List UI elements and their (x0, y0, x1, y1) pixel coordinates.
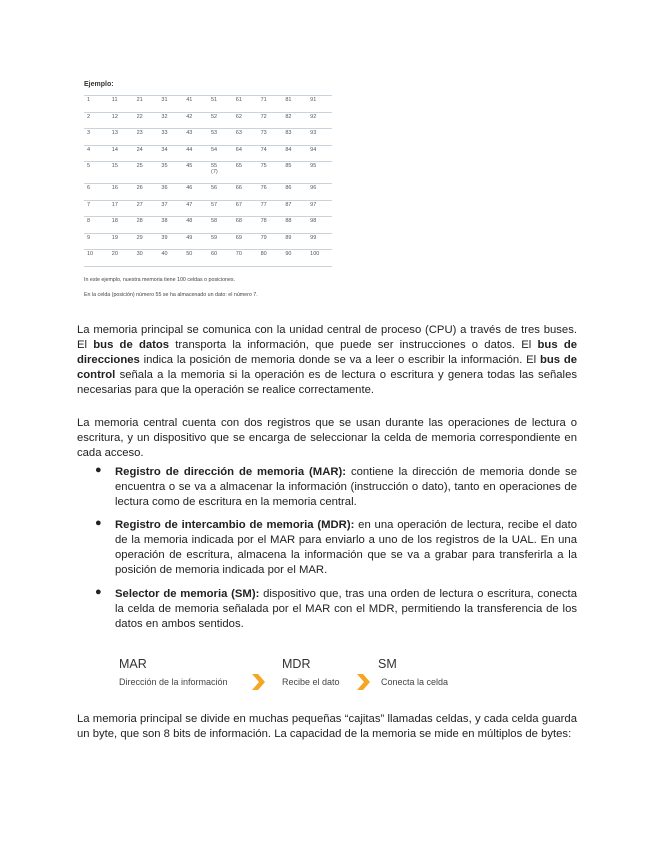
table-cell: 16 (109, 184, 134, 201)
table-cell: 90 (282, 250, 307, 267)
table-cell: 35 (158, 162, 183, 184)
table-cell: 18 (109, 217, 134, 234)
table-cell: 79 (258, 233, 283, 250)
table-cell: 65 (233, 162, 258, 184)
table-cell: 71 (258, 96, 283, 113)
paragraph-celdas: La memoria principal se divide en muchas pequeñas “cajitas” llamadas celdas, y cada celda guarda un byte, que son 8 bits de información. La capacidad de la memoria se mide en múltiplos de bytes: (77, 713, 577, 740)
table-cell: 26 (134, 184, 159, 201)
table-cell: 17 (109, 200, 134, 217)
table-cell: 32 (158, 112, 183, 129)
table-cell: 59 (208, 233, 233, 250)
table-cell: 50 (183, 250, 208, 267)
table-row (84, 184, 332, 201)
table-cell: 76 (258, 184, 283, 201)
table-cell: 22 (134, 112, 159, 129)
table-cell: 61 (233, 96, 258, 113)
table-cell: 73 (258, 129, 283, 146)
flow-sm-subtitle: Conecta la celda (381, 677, 449, 687)
table-cell: 58 (208, 217, 233, 234)
table-cell: 99 (307, 233, 332, 250)
table-cell: 42 (183, 112, 208, 129)
table-cell: 11 (109, 96, 134, 113)
table-cell: 7 (84, 200, 109, 217)
table-cell: 63 (233, 129, 258, 146)
bullet-dot: ● (95, 586, 102, 598)
table-cell: 5 (84, 162, 109, 184)
flow-sm-title: SM (378, 657, 397, 671)
table-cell: 48 (183, 217, 208, 234)
table-row (84, 233, 332, 250)
table-cell: 30 (134, 250, 159, 267)
table-cell: 8 (84, 217, 109, 234)
table-cell: 60 (208, 250, 233, 267)
term-bus-control: bus de control (77, 354, 577, 381)
table-cell: 39 (158, 233, 183, 250)
table-cell: 78 (258, 217, 283, 234)
flow-mdr-title: MDR (282, 657, 311, 671)
table-cell: 4 (84, 145, 109, 162)
table-cell: 45 (183, 162, 208, 184)
table-cell: 95 (307, 162, 332, 184)
table-cell: 91 (307, 96, 332, 113)
table-cell: 29 (134, 233, 159, 250)
flow-mdr-subtitle: Recibe el dato (282, 677, 340, 687)
table-cell: 80 (258, 250, 283, 267)
chevron-right-icon (355, 673, 371, 691)
table-cell: 54 (208, 145, 233, 162)
table-cell: 2 (84, 112, 109, 129)
bullet-dot: ● (95, 517, 102, 529)
table-cell: 3 (84, 129, 109, 146)
table-cell: 57 (208, 200, 233, 217)
table-cell: 38 (158, 217, 183, 234)
table-cell: 52 (208, 112, 233, 129)
table-cell: 9 (84, 233, 109, 250)
table-cell: 83 (282, 129, 307, 146)
table-cell: 86 (282, 184, 307, 201)
table-cell: 47 (183, 200, 208, 217)
table-cell: 97 (307, 200, 332, 217)
table-cell: 53 (208, 129, 233, 146)
table-cell: 14 (109, 145, 134, 162)
table-cell: 81 (282, 96, 307, 113)
example-label: Ejemplo: (84, 81, 114, 88)
table-row (84, 145, 332, 162)
table-cell: 67 (233, 200, 258, 217)
table-cell: 25 (134, 162, 159, 184)
table-row (84, 96, 332, 113)
bullet-sm: ● Selector de memoria (SM): dispositivo que, tras una orden de lectura o escritura, conecta la celda de memoria señalada por el MAR con el MDR, permitiendo la transferencia de los datos en ambos sentidos. (95, 586, 577, 630)
table-cell: 1 (84, 96, 109, 113)
table-cell: 98 (307, 217, 332, 234)
table-cell: 10 (84, 250, 109, 267)
bullet-mdr: ● Registro de intercambio de memoria (MDR): en una operación de lectura, recibe el dato de la memoria indicada por el MAR para enviarlo a uno de los registros de la UAL. En una operación de escritura, almacena la información que se va a grabar para transferirla a la posición de memoria indicada por el MAR. (95, 517, 577, 576)
table-cell: 28 (134, 217, 159, 234)
table-cell: 23 (134, 129, 159, 146)
flow-mar-subtitle: Dirección de la información (119, 677, 228, 687)
table-row (84, 112, 332, 129)
table-cell: 46 (183, 184, 208, 201)
table-cell: 15 (109, 162, 134, 184)
table-cell: 21 (134, 96, 159, 113)
table-cell: 72 (258, 112, 283, 129)
example-caption-1: In este ejemplo, nuestra memoria tiene 100 celdas o posiciones. (84, 277, 236, 283)
table-cell: 34 (158, 145, 183, 162)
table-cell: 66 (233, 184, 258, 201)
table-cell: 85 (282, 162, 307, 184)
table-cell: 49 (183, 233, 208, 250)
bullet-mar: ● Registro de dirección de memoria (MAR): contiene la dirección de memoria donde se encuentra o se va a almacenar la información (instrucción o dato), tanto en operaciones de lectura como de escritura en la memoria central. (95, 464, 577, 508)
table-cell: 13 (109, 129, 134, 146)
table-cell: 24 (134, 145, 159, 162)
table-cell: 43 (183, 129, 208, 146)
table-cell: 77 (258, 200, 283, 217)
table-cell: 100 (307, 250, 332, 267)
table-cell: 96 (307, 184, 332, 201)
table-cell: 19 (109, 233, 134, 250)
table-cell: 68 (233, 217, 258, 234)
table-cell: 87 (282, 200, 307, 217)
table-cell: 27 (134, 200, 159, 217)
table-cell: 82 (282, 112, 307, 129)
paragraph-buses: La memoria principal se comunica con la unidad central de proceso (CPU) a través de tres buses. El bus de datos transporta la información, que puede ser instrucciones o datos. El bus de direcciones indica la posición de memoria donde se va a leer o escribir la información. El bus de control señala a la memoria si la operación es de lectura o escritura y genera todas las señales necesarias para que la operación se realice correctamente. (77, 324, 578, 396)
table-cell: 74 (258, 145, 283, 162)
table-cell: 89 (282, 233, 307, 250)
table-cell: 6 (84, 184, 109, 201)
table-cell: 88 (282, 217, 307, 234)
table-row (84, 217, 332, 234)
example-caption-2: En la celda (posición) número 55 se ha almacenado un dato: el número 7. (84, 292, 258, 298)
flow-mar-title: MAR (119, 657, 147, 671)
table-cell: 92 (307, 112, 332, 129)
table-cell: 62 (233, 112, 258, 129)
table-cell: 41 (183, 96, 208, 113)
term-bus-direcciones: bus de direcciones (77, 339, 578, 366)
paragraph-registros: La memoria central cuenta con dos registros que se usan durante las operaciones de lectura o escritura, y un dispositivo que se encarga de seleccionar la celda de memoria correspondiente en cada acceso. (77, 417, 577, 459)
table-cell: 44 (183, 145, 208, 162)
table-row (84, 129, 332, 146)
table-cell: 12 (109, 112, 134, 129)
table-cell: 70 (233, 250, 258, 267)
table-cell: 84 (282, 145, 307, 162)
table-cell: 20 (109, 250, 134, 267)
table-cell: 75 (258, 162, 283, 184)
table-cell: 56 (208, 184, 233, 201)
table-row (84, 200, 332, 217)
table-cell: 93 (307, 129, 332, 146)
table-row (84, 162, 332, 184)
memory-cell-table (84, 95, 332, 267)
table-cell: 40 (158, 250, 183, 267)
table-cell: 31 (158, 96, 183, 113)
chevron-right-icon (250, 673, 266, 691)
term-bus-datos: bus de datos (93, 339, 170, 351)
table-row (84, 250, 332, 267)
table-cell: 94 (307, 145, 332, 162)
table-cell: 51 (208, 96, 233, 113)
table-cell: 37 (158, 200, 183, 217)
table-cell: 33 (158, 129, 183, 146)
table-cell: 36 (158, 184, 183, 201)
table-cell: 69 (233, 233, 258, 250)
table-cell: 64 (233, 145, 258, 162)
bullet-dot: ● (95, 464, 102, 476)
table-cell: 55 (7) (208, 162, 233, 184)
